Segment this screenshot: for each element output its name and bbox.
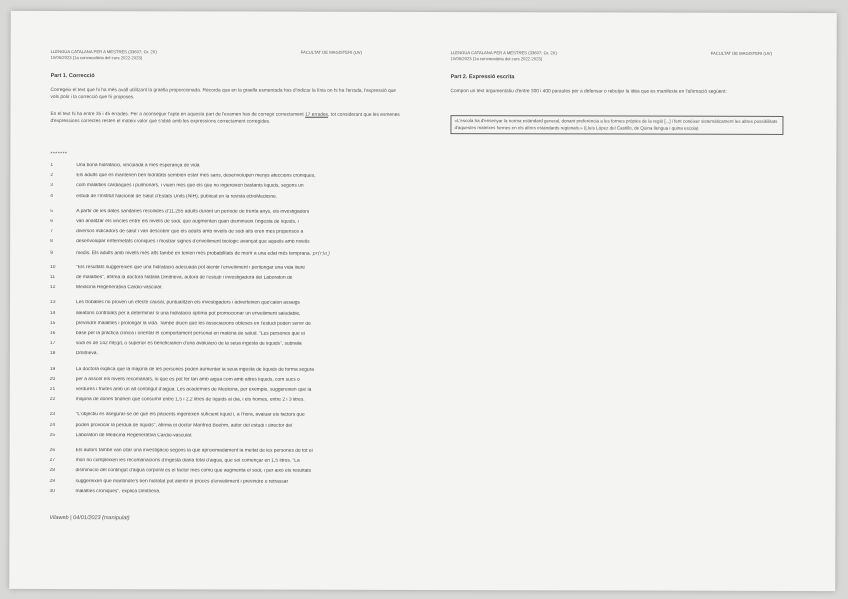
text-line [50,163,410,169]
left-page [49,11,411,522]
line-number: 3 [50,183,54,189]
text-line [50,173,410,179]
line-text: Els autors també van citar una investigació segons la que aproximadament la meitat de les persones de tot el [75,448,313,454]
text-line [50,387,410,393]
left-header [51,49,157,61]
text-line [50,351,410,357]
line-text: poden provocar la pèrdua de líquids", afirma el doctor Manfred Boehm, autor del estudi i director del [75,422,293,429]
text-line [50,458,410,464]
line-number: 9 [50,250,53,256]
separator-stars: ******* [50,151,68,158]
line-text: malalties cròniques", explica Dmitrieva. [75,488,161,495]
line-number: 11 [50,275,56,281]
part-2-title: Part 2. Expressió escrita [450,74,515,81]
line-text: com malalties cardiaques i pulmonars, i viuen més que els que no ingereixen bastants líquids, segons un [76,183,304,190]
text-line [50,331,410,337]
line-number: 14 [49,310,56,316]
line-text: disminució del contingut d'aigua corporal és el factor més comú que augmenta el sodi, i per això els resultats [75,468,312,475]
text-line [50,183,410,189]
line-number: 18 [49,351,56,357]
instructions-2-text-b: , tot considerant que les esmenes d'expressions correctes resten el mateix valor que s'obté amb les expressions correctament corregides. [50,112,400,125]
line-number: 26 [49,448,56,454]
line-text: Laboratori de Medicina Regenerativa Cardio-vascular. [75,432,193,439]
line-text: A partir de les dates sanitaries recollides d'11.255 adults durant un període de trenta anys, els investigadors [76,208,310,215]
text-line [50,377,410,383]
handwritten-note: pr(r)o j̅̅ [312,250,330,257]
line-number: 24 [49,422,56,428]
text-line [50,468,410,474]
source-footer: Vilaweb | 04/01/2023 (manipulat) [49,515,130,522]
exam-sheet [9,11,837,591]
line-text: majoria de dones tindrien que consumir entre 1,5 i 2,2 litres de líquids al dia, i els homes, entre 2 i 3 litres. [75,397,305,403]
line-text: Dmitrieva. [75,351,98,357]
line-number: 10 [50,264,56,270]
line-number: 20 [49,376,56,382]
line-number: 16 [49,331,56,337]
faculty-name: FACULTAT DE MAGISTERI (UV) [300,49,363,55]
line-number: 19 [49,366,56,372]
right-header [451,50,557,62]
line-number: 8 [50,239,53,245]
line-text: diversos indicadors de salut i van descobrir que els adults amb nivells de sodi alts eren més propensos a [76,229,304,235]
text-line [50,367,410,373]
text-line [50,448,410,454]
text-line [50,209,410,215]
line-text: previndré malalties i prolongar la vida. També diuen que les associacions obteses en l'estudi poden servir de [75,320,311,327]
line-number: 17 [49,341,56,347]
right-page [450,12,796,131]
line-text: van analitzar els vincles entre els nivells de sodi, que augmenten quan disminueix l'ingesta de líquids, i [76,219,299,225]
session-date: 10/05/2023 (1a convocatòria del curs 2022-2023) [450,56,543,62]
text-line [50,479,410,485]
line-text: "Els resultats suggereixen que una hidratació adecuada pot alentir l'envelliment i perllongar una vida lliure [76,264,305,271]
line-number: 7 [50,229,53,235]
line-text: La doctora explica que la majoria de les persones poden aumentar la seua ingesta de líquids de forma segura [75,366,314,373]
numbered-text [49,163,410,495]
line-number: 30 [49,488,55,494]
line-number: 2 [50,173,54,179]
line-text: suggereixen que mantindre's ben hidratat pot alentir el procés d'envelliment i previndre o retrassar [75,478,289,485]
line-text: Una bona hidratació, vinculada a més esperança de vida [76,163,200,169]
text-line [50,285,410,291]
line-number: 28 [49,468,56,474]
line-number: 23 [49,412,56,418]
line-text: estudi de l'Institut Nacional de Salut d'Estats Units (NIH), publicat en la revista eBioMedicine. [76,193,278,200]
line-text: "L'objectiu és asegurar-se de que els pacients ingereixen suficient líquid i, a l'hora, avaluar els factors que [75,412,305,419]
part-1-title: Part 1. Correcció [50,73,95,80]
text-line [50,341,410,347]
course-name: LLENGUA CATALANA PER A MESTRES (33607; Gr. 2X) [50,49,157,55]
text-line [50,229,410,235]
line-text: medis. Els adults amb nivells més alts també en tenien més probabilitats de morir a una edat més temprana. [76,250,312,257]
line-number: 15 [49,320,56,326]
line-text: mon no cumpleixen les recomanacions d'ingesta diaria total d'aigua, que sol començar en 1,5 litros. "La [75,458,300,464]
text-line [50,265,410,271]
text-line [49,489,409,495]
text-line [50,397,410,403]
line-text: per a assolir els nivells recomanats, lo que es pot fer tan amb aigua com amb altres líquids, com sucs o [75,376,300,383]
line-number: 4 [50,193,54,199]
errors-required: 17 errades [305,112,329,118]
text-line [50,239,410,245]
instructions-2 [50,111,400,126]
line-text: base per la pràctica clínica i orientar el comportament personal en matèria de salud. "Les persones que el [75,331,305,337]
line-number: 6 [50,219,53,225]
line-text: de malalties", afirma la doctora Natàlia Dmitrieva, autora de l'estudi i investigadora del Laboratori de [76,275,293,281]
line-number: 1 [50,163,54,169]
text-line [50,423,410,429]
instructions-2-text-a: En el text hi ha entre 35 i 45 errades. Per a aconseguir l'apte en aquesta part de l'examen has de corregir correctament [50,112,306,118]
line-number: 12 [50,285,56,291]
line-number: 27 [49,458,56,464]
line-text: desenvolupar enfermetats cròniques i mostrar signes d'envelliment biològic avançat que aquells amb nivells [76,239,310,246]
text-line [50,433,410,439]
instructions-1: Corregeix el text que hi ha més avall utilitzant la graella proporcionada. Recorda que en la graella esmentada has d'indicar la línia on hi ha l'errada, l'expressió que vols polir i la correcció que hi proposes. [50,88,396,101]
line-text: sodi és de 142 mEq/L o superior és beneficiarien d'una avaluació de la seua ingesta de liquids", subralla [75,341,302,347]
essay-instructions: Compon un text argumentatiu d'entre 300 i 400 paraules per a defensar o rebutjar la idea que es manifesta en l'afirmació següent: [450,89,727,95]
text-line [50,311,410,317]
text-line [50,219,410,225]
line-text: Les troballes no proven un efecte causal, puntualitzen els investigadors i adverteixen que'calen assaigs [75,300,300,307]
course-name: LLENGUA CATALANA PER A MESTRES (33607; Gr. 2X) [450,50,557,56]
line-text: verdures i fruites amb un alt contingut d'aigua. Les acadèmies de Medicina, per exemple, suggereixen que la [75,387,312,393]
quote-text: «L'escola ha d'ensenyar la norma estàndard general, donant preferència a les formes pròpies de la regió [...] i fent conèixer sistemàticament les altres possibilitats d'aquestes mateixes formes en els altres estàndards regionals.» (Lluís López del Castillo, de Quina llengua i quina escola) [454,118,778,131]
text-line [50,300,410,306]
text-line [50,412,410,418]
line-number: 25 [49,432,56,438]
line-number: 29 [49,478,55,484]
text-line [50,194,410,200]
line-number: 13 [49,300,56,306]
line-text: aleatoris controlats per a determinar si una hidratació òptima pot promocionar un envelliment saludable, [75,310,301,317]
text-line [50,275,410,281]
line-number: 5 [50,208,53,214]
quote-box [450,115,783,135]
line-text: Els adults que es mantenen ben hidratats semblen estar mes sans, desenvolupen menys afeccions cròniques, [76,173,316,179]
text-line [50,321,410,327]
line-number: 21 [49,387,56,393]
session-date: 10/05/2023 (1a convocatòria del curs 2022-2023) [50,55,143,61]
line-number: 22 [49,397,56,403]
line-text: Medicina Regenerativa Cardio-vascular. [76,285,163,291]
faculty-name: FACULTAT DE MAGISTERI (UV) [710,50,772,56]
text-line [50,250,410,257]
